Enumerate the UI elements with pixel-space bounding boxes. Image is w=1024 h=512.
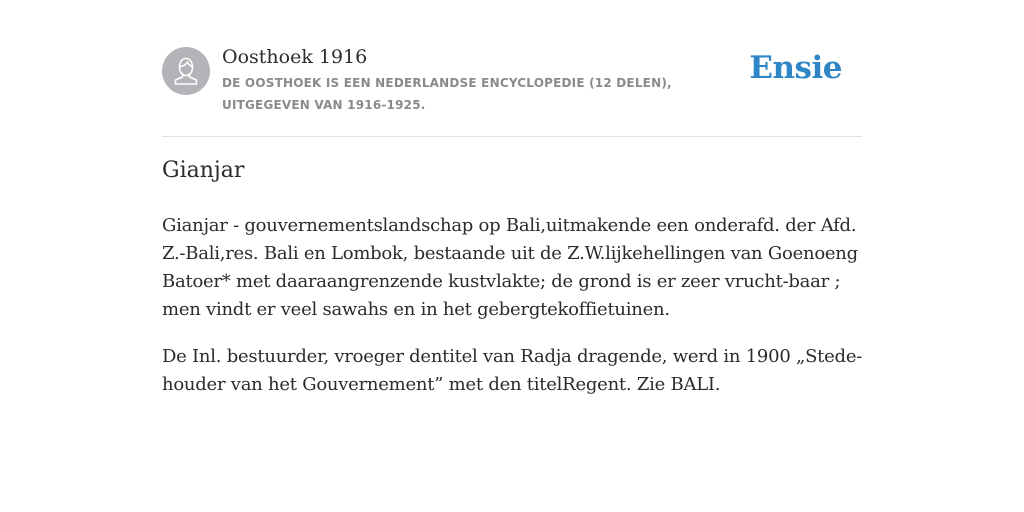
entry-paragraph: Gianjar - gouvernementslandschap op Bali,uitmakende een onderafd. der Afd. Z.-Bali,res. Bali en Lombok, bestaande uit de Z.W.lijkehellingen van Goenoeng Batoer* met daaraangrenzende kustvlakte; de grond is er zeer vrucht-baar ; men vindt er veel sawahs en in het gebergtekoffietuinen. — [162, 215, 858, 320]
entry-title: Gianjar — [162, 158, 245, 183]
entry-body — [162, 212, 867, 418]
source-name[interactable]: Oosthoek 1916 — [222, 46, 368, 68]
ensie-logo-link[interactable]: Ensie — [749, 50, 842, 86]
source-avatar[interactable] — [162, 47, 210, 95]
source-description: DE OOSTHOEK IS EEN NEDERLANDSE ENCYCLOPEDIE (12 DELEN), UITGEGEVEN VAN 1916-1925. — [222, 76, 672, 112]
entry-paragraph: De Inl. bestuurder, vroeger dentitel van Radja dragende, werd in 1900 „Stede-houder van het Gouvernement” met den titelRegent. Zie BALI. — [162, 346, 863, 395]
user-icon — [162, 47, 210, 95]
source-header — [162, 44, 862, 137]
